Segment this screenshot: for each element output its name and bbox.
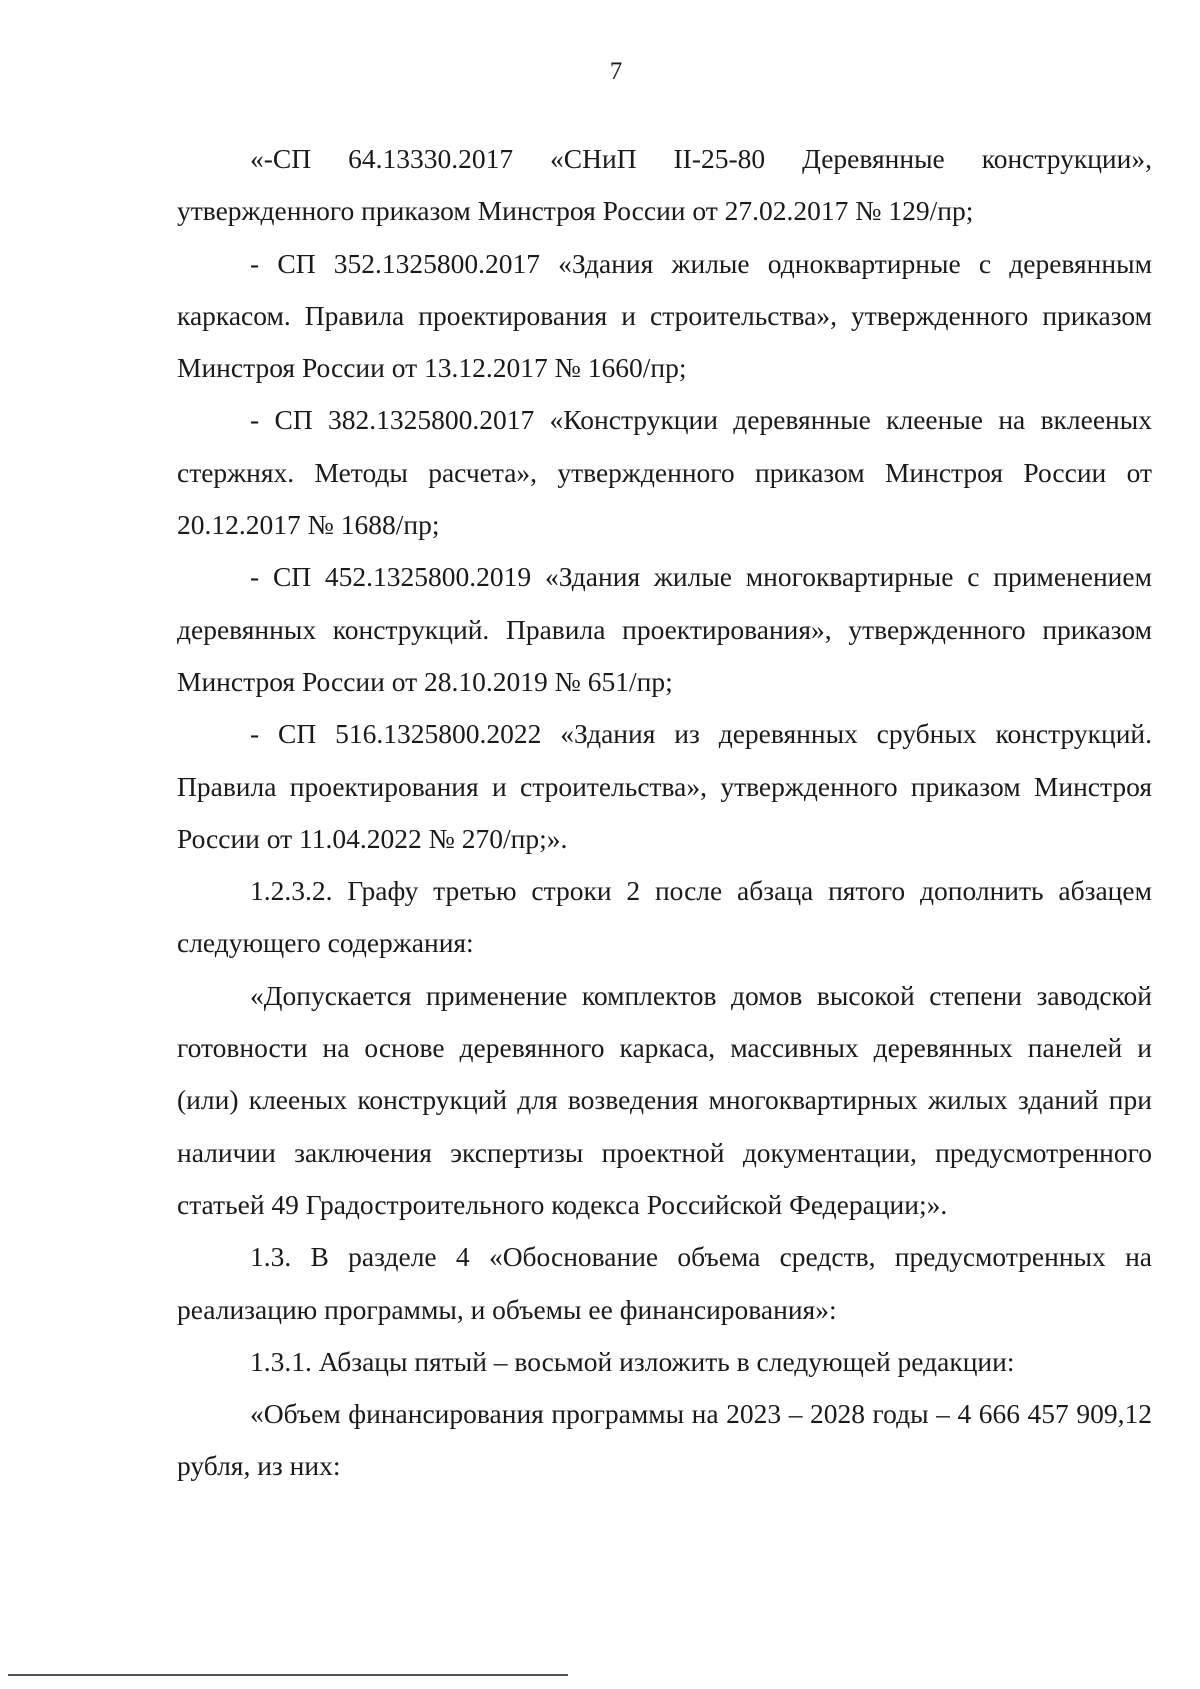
paragraph-financing: «Объем финансирования программы на 2023 – 2028 годы – 4 666 457 909,12 рубля, из них: — [177, 1398, 1152, 1482]
paragraph-1-2-3-2: 1.2.3.2. Графу третью строки 2 после абзаца пятого дополнить абзацем следующего содержания: — [177, 875, 1152, 959]
paragraph-sp-452: - СП 452.1325800.2019 «Здания жилые многоквартирные с применением деревянных конструкций. Правила проектирования», утвержденного приказом Минстроя России от 28.10.2019 № 651/пр; — [177, 561, 1152, 697]
bottom-scan-line — [8, 1674, 568, 1676]
paragraph-sp-516: - СП 516.1325800.2022 «Здания из деревянных срубных конструкций. Правила проектирования и строительства», утвержденного приказом Минстроя России от 11.04.2022 № 270/пр;». — [177, 718, 1152, 854]
paragraph-sp-352: - СП 352.1325800.2017 «Здания жилые одноквартирные с деревянным каркасом. Правила проектирования и строительства», утвержденного приказом Минстроя России от 13.12.2017 № 1660/пр; — [177, 247, 1152, 384]
paragraph-sp-64: «-СП 64.13330.2017 «СНиП II-25-80 Деревянные конструкции», утвержденного приказом Минстроя России от 27.02.2017 № 129/пр; — [177, 143, 1152, 227]
paragraph-1-3: 1.3. В разделе 4 «Обоснование объема средств, предусмотренных на реализацию программы, и объемы ее финансирования»: — [177, 1241, 1152, 1325]
page-number: 7 — [609, 58, 623, 85]
paragraph-1-3-1: 1.3.1. Абзацы пятый – восьмой изложить в следующей редакции: — [250, 1345, 1015, 1377]
paragraph-sp-382: - СП 382.1325800.2017 «Конструкции деревянные клееные на вклееных стержнях. Методы расчета», утвержденного приказом Минстроя России от 20.12.2017 № 1688/пр; — [177, 404, 1152, 541]
document-body — [177, 133, 1152, 1493]
paragraph-quote-kits: «Допускается применение комплектов домов высокой степени заводской готовности на основе деревянного каркаса, массивных деревянных панелей и (или) клееных конструкций для возведения многоквартирных жилых зданий при наличии заключения экспертизы проектной документации, предусмотренного статьей 49 Градостроительного кодекса Российской Федерации;». — [177, 979, 1152, 1220]
